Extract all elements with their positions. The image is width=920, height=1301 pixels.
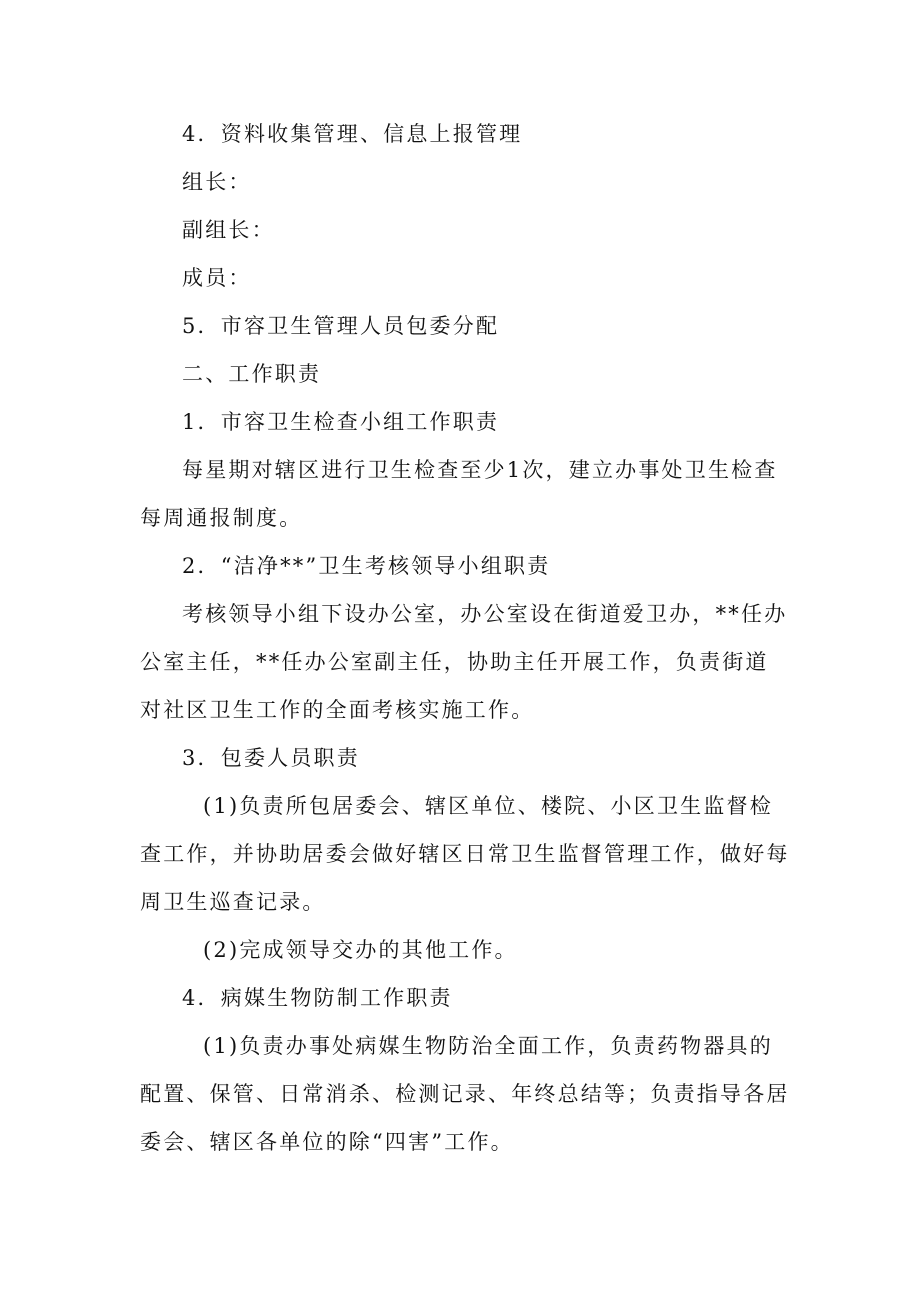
members-line: 成员： <box>182 266 252 290</box>
section-heading-inspection-duties: 1．市容卫生检查小组工作职责 <box>182 410 500 434</box>
section-heading-staff-duties: 3．包委人员职责 <box>182 746 360 770</box>
section-heading-assessment-group: 2．“洁净**”卫生考核领导小组职责 <box>182 554 551 578</box>
list-item-vector-control-1: (1)负责办事处病媒生物防治全面工作，负责药物器具的配置、保管、日常消杀、检测记录、年终总结等；负责指导各居委会、辖区各单位的除“四害”工作。 <box>140 1034 790 1154</box>
document-body <box>140 110 790 1166</box>
section-heading-vector-control: 4．病媒生物防制工作职责 <box>182 986 453 1010</box>
paragraph-assessment-group: 考核领导小组下设办公室，办公室设在街道爱卫办，**任办公室主任，**任办公室副主任，协助主任开展工作，负责街道对社区卫生工作的全面考核实施工作。 <box>140 602 788 722</box>
deputy-leader-line: 副组长： <box>182 218 275 242</box>
section-heading-data-collection: 4．资料收集管理、信息上报管理 <box>182 122 523 146</box>
list-item-staff-duty-2: (2)完成领导交办的其他工作。 <box>203 938 518 962</box>
chapter-heading-duties: 二、工作职责 <box>182 362 322 386</box>
paragraph-inspection-duties: 每星期对辖区进行卫生检查至少1次，建立办事处卫生检查每周通报制度。 <box>140 458 778 530</box>
group-leader-line: 组长： <box>182 170 252 194</box>
list-item-staff-duty-1: (1)负责所包居委会、辖区单位、楼院、小区卫生监督检查工作，并协助居委会做好辖区日常卫生监督管理工作，做好每周卫生巡查记录。 <box>140 794 790 914</box>
section-heading-sanitation-assignment: 5．市容卫生管理人员包委分配 <box>182 314 500 338</box>
